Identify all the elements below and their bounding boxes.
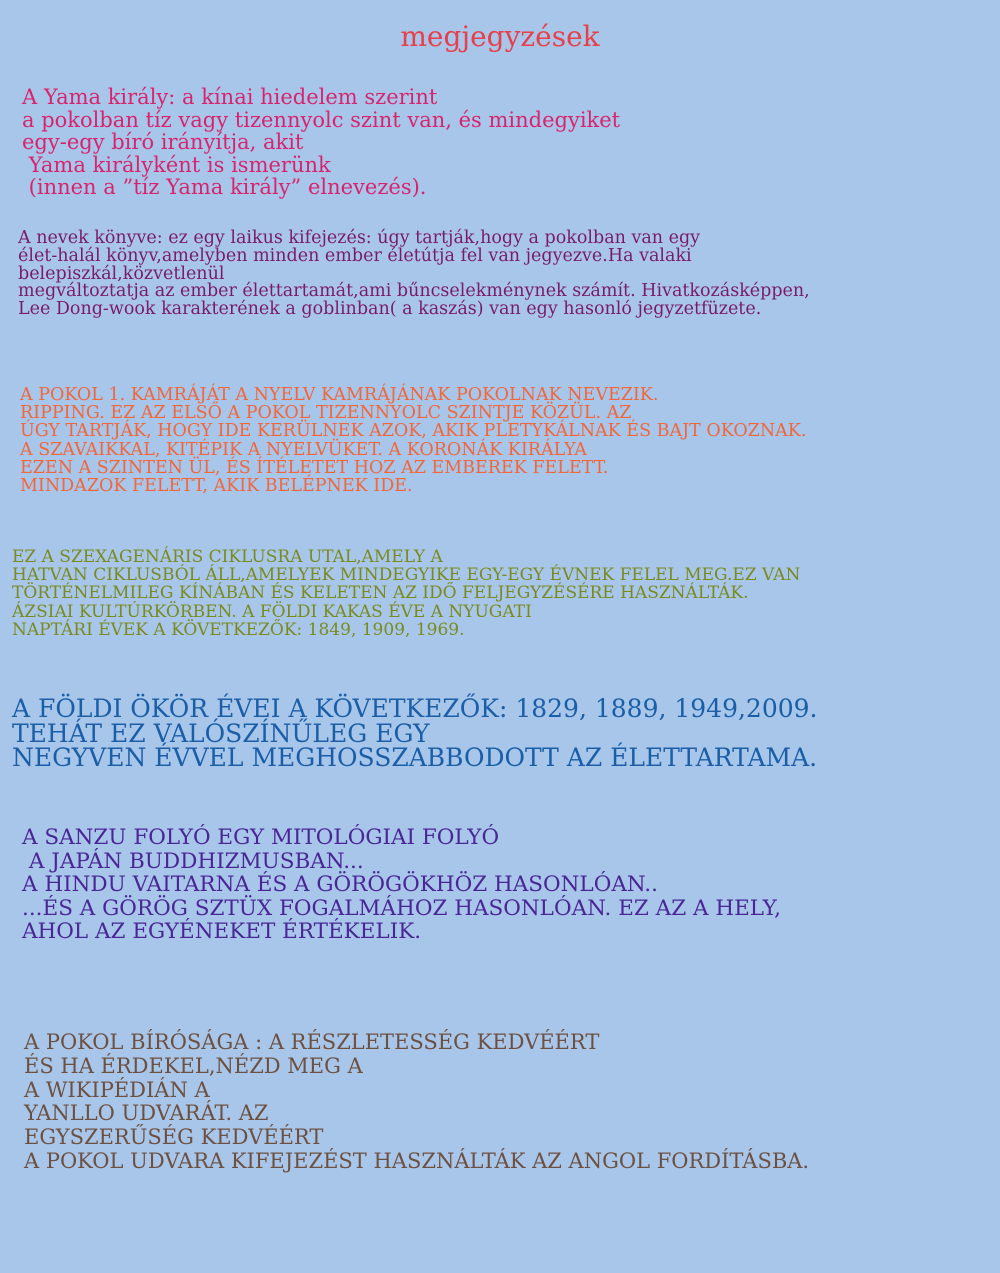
note-line: A nevek könyve: ez egy laikus kifejezés: úgy tartják,hogy a pokolban van egy (18, 228, 701, 248)
note-line: RIPPING. EZ AZ ELSŐ A POKOL TIZENNYOLC SZINTJE KÖZÜL. AZ (20, 403, 632, 424)
note-line: egy-egy bíró irányítja, akit (22, 130, 304, 154)
note-line: EZ A SZEXAGENÁRIS CIKLUSRA UTAL,AMELY A (12, 547, 443, 567)
note-line: NAPTÁRI ÉVEK A KÖVETKEZŐK: 1849, 1909, 1969. (12, 619, 465, 640)
note-line: Yama királyként is ismerünk (22, 152, 331, 177)
note-line: élet-halál könyv,amelyben minden ember életútja fel van jegyezve.Ha valaki (18, 245, 692, 266)
note-line: A FÖLDI ÖKÖR ÉVEI A KÖVETKEZŐK: 1829, 1889, 1949,2009. (12, 694, 818, 723)
note-line: megváltoztatja az ember élettartamát,ami bűncselekménynek számít. Hivatkozásképpen, (18, 281, 810, 302)
note-book-of-names (18, 230, 810, 319)
note-line: HATVAN CIKLUSBÓL ÁLL,AMELYEK MINDEGYIKE EGY-EGY ÉVNEK FELEL MEG.EZ VAN (12, 565, 801, 586)
note-line: MINDAZOK FELETT, AKIK BELÉPNEK IDE. (20, 476, 413, 497)
note-line: A SZAVAIKKAL, KITÉPIK A NYELVÜKET. A KORONÁK KIRÁLYA (20, 439, 587, 460)
note-line: AHOL AZ EGYÉNEKET ÉRTÉKELIK. (22, 919, 422, 944)
note-line: ÁZSIAI KULTÚRKÖRBEN. A FÖLDI KAKAS ÉVE A NYUGATI (12, 601, 532, 622)
note-line: ÚGY TARTJÁK, HOGY IDE KERÜLNEK AZOK, AKIK PLETYKÁLNAK ÉS BAJT OKOZNAK. (20, 421, 807, 442)
note-line: A JAPÁN BUDDHIZMUSBAN... (22, 848, 364, 874)
note-line: A Yama király: a kínai hiedelem szerint (22, 85, 438, 109)
note-line: EGYSZERŰSÉG KEDVÉÉRT (24, 1125, 324, 1150)
note-line: ÉS HA ÉRDEKEL,NÉZD MEG A (24, 1053, 363, 1078)
note-ox-years (12, 694, 818, 772)
note-line: Lee Dong-wook karakterének a goblinban( a kaszás) van egy hasonló jegyzetfüzete. (18, 299, 762, 320)
note-line: NEGYVEN ÉVVEL MEGHOSSZABBODOTT AZ ÉLETTARTAMA. (12, 743, 818, 772)
note-line: A SANZU FOLYÓ EGY MITOLÓGIAI FOLYÓ (22, 825, 500, 850)
note-line: A HINDU VAITARNA ÉS A GÖRÖGÖKHÖZ HASONLÓAN.. (22, 872, 658, 897)
page-title: megjegyzések (400, 20, 600, 53)
note-line: belepiszkál,közvetlenül (18, 263, 225, 284)
note-tongue-chamber (20, 386, 806, 495)
note-line: a pokolban tíz vagy tizennyolc szint van, és mindegyiket (22, 107, 621, 132)
note-yama-king (22, 86, 620, 199)
note-line: TEHÁT EZ VALÓSZÍNŰLEG EGY (12, 718, 430, 748)
note-sanzu-river (22, 826, 781, 944)
note-line: A POKOL UDVARA KIFEJEZÉST HASZNÁLTÁK AZ ANGOL FORDÍTÁSBA. (24, 1148, 810, 1173)
note-sexagenary-cycle (12, 548, 800, 639)
note-line: A WIKIPÉDIÁN A (24, 1077, 210, 1102)
note-line: (innen a ”tíz Yama király” elnevezés). (22, 175, 427, 199)
note-line: A POKOL 1. KAMRÁJÁT A NYELV KAMRÁJÁNAK POKOLNAK NEVEZIK. (20, 385, 659, 405)
note-court-of-hell (24, 1031, 809, 1174)
note-line: A POKOL BÍRÓSÁGA : A RÉSZLETESSÉG KEDVÉÉRT (24, 1030, 600, 1054)
note-line: TÖRTÉNELMILEG KÍNÁBAN ÉS KELETEN AZ IDŐ FELJEGYZÉSÉRE HASZNÁLTÁK. (12, 583, 749, 604)
note-line: YANLLO UDVARÁT. AZ (24, 1101, 269, 1126)
note-line: EZEN A SZINTEN ÜL, ÉS ÍTÉLETET HOZ AZ EMBEREK FELETT. (20, 457, 609, 478)
note-line: ...ÉS A GÖRÖG SZTÜX FOGALMÁHOZ HASONLÓAN. EZ AZ A HELY, (22, 895, 781, 921)
